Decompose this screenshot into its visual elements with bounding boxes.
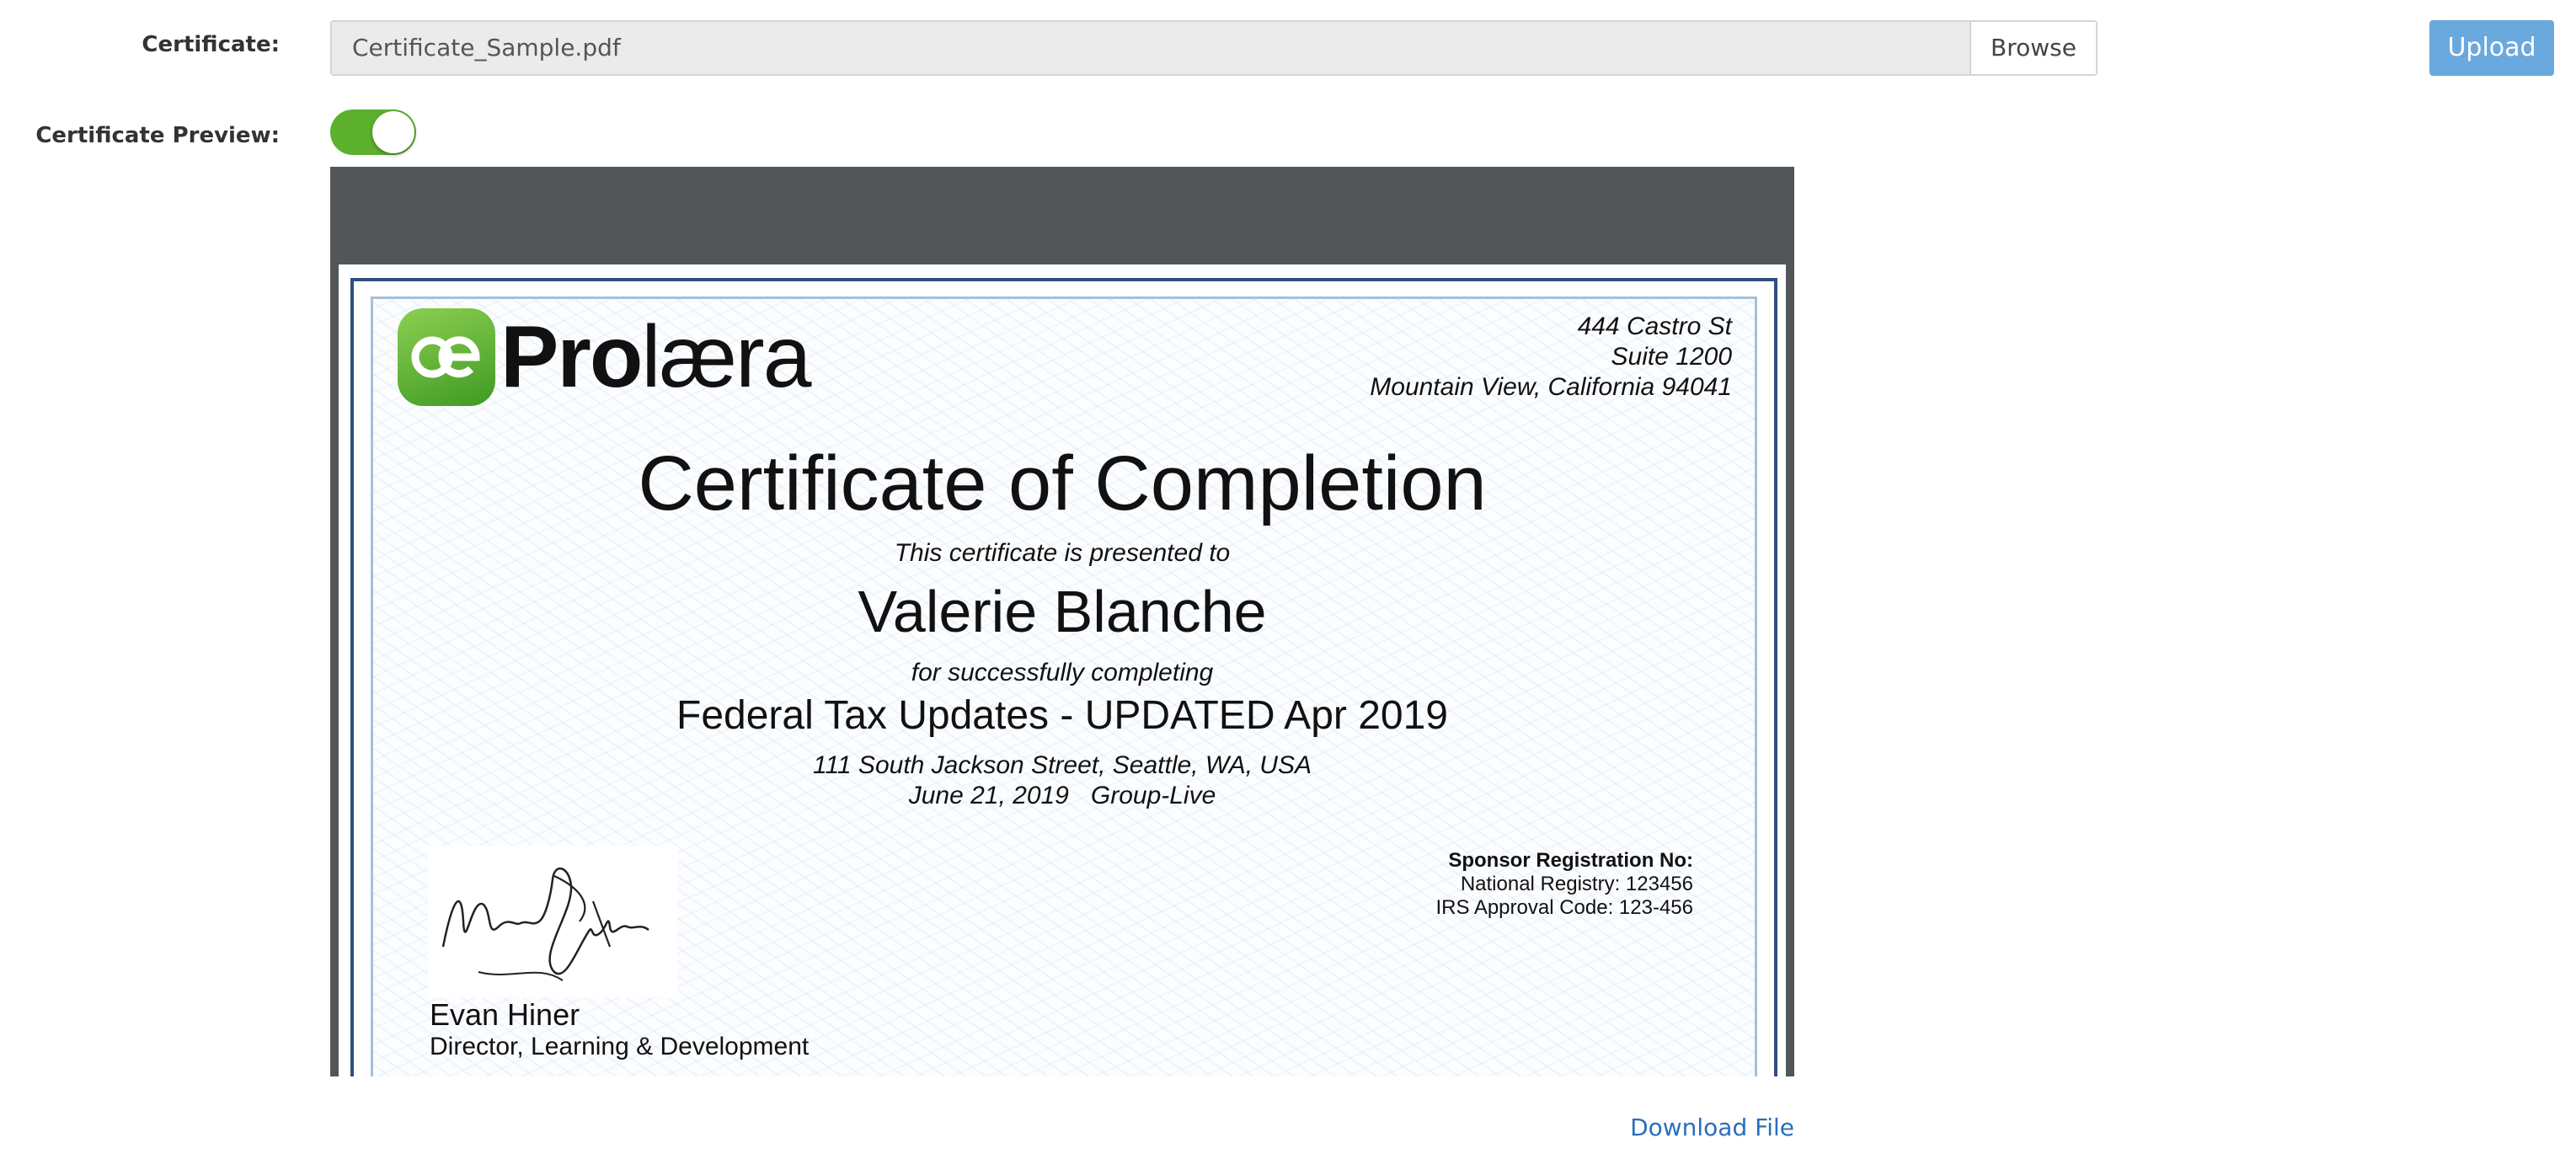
- certificate-title: Certificate of Completion: [638, 441, 1487, 526]
- recipient-name: Valerie Blanche: [858, 579, 1267, 644]
- signer-title: Director, Learning & Development: [430, 1033, 810, 1060]
- prolaera-logo: [398, 308, 810, 406]
- course-location: 111 South Jackson Street, Seattle, WA, USA: [813, 751, 1312, 779]
- national-registry: National Registry: 123456: [1460, 873, 1693, 895]
- certificate-preview-frame[interactable]: [330, 167, 1794, 1076]
- certificate-preview-toggle[interactable]: [330, 109, 416, 155]
- sponsor-registration-header: Sponsor Registration No:: [1448, 849, 1693, 872]
- upload-button[interactable]: Upload: [2429, 20, 2554, 76]
- course-date-format: [339, 782, 1786, 810]
- signer-name: Evan Hiner: [430, 997, 580, 1032]
- prolaera-logo-text: Prolæra: [500, 308, 810, 406]
- sponsor-registration: [1435, 849, 1693, 920]
- address-line-3: Mountain View, California 94041: [1370, 373, 1732, 401]
- certificate-label: Certificate:: [142, 32, 280, 57]
- sponsor-address: [1370, 312, 1732, 403]
- certificate-preview-label: Certificate Preview:: [35, 123, 280, 148]
- address-line-2: Suite 1200: [1611, 343, 1732, 371]
- signature-image: [428, 846, 677, 997]
- file-input[interactable]: [330, 20, 2098, 76]
- course-title: Federal Tax Updates - UPDATED Apr 2019: [676, 693, 1448, 738]
- prolaera-logo-mark: [398, 308, 495, 406]
- file-name-field[interactable]: Certificate_Sample.pdf: [332, 22, 1969, 74]
- irs-approval-code: IRS Approval Code: 123-456: [1435, 896, 1693, 919]
- course-format: Group-Live: [1090, 782, 1216, 809]
- completion-text: for successfully completing: [911, 659, 1214, 686]
- certificate-content: [339, 264, 1786, 1076]
- presented-text: This certificate is presented to: [894, 539, 1231, 567]
- course-date: June 21, 2019: [908, 782, 1069, 809]
- toggle-knob: [372, 111, 414, 153]
- browse-button[interactable]: Browse: [1969, 22, 2096, 74]
- address-line-1: 444 Castro St: [1577, 312, 1732, 340]
- certificate-page: [339, 264, 1786, 1076]
- download-file-link[interactable]: Download File: [1630, 1114, 1794, 1141]
